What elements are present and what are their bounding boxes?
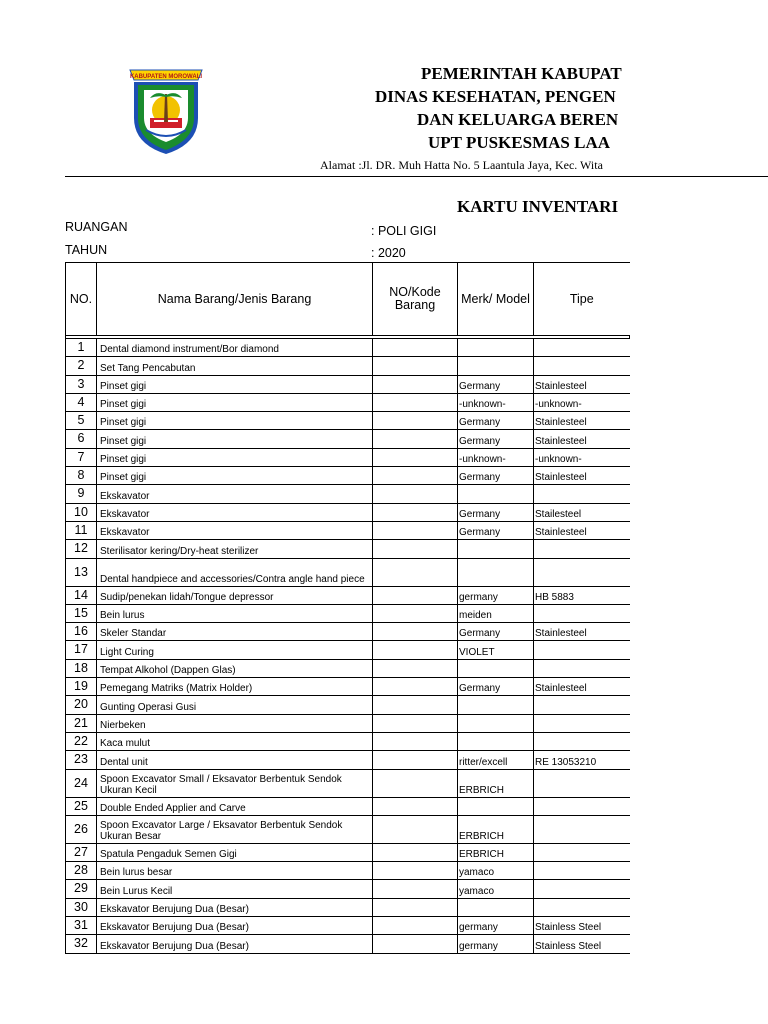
row-type	[534, 769, 630, 797]
table-row	[66, 935, 630, 953]
row-item-name: Sterilisator kering/Dry-heat sterilizer	[97, 540, 373, 558]
header-code: NO/Kode Barang	[373, 263, 458, 336]
row-number: 4	[66, 393, 97, 411]
row-type: Stainlesteel	[534, 467, 630, 485]
table-row	[66, 448, 630, 466]
row-item-name: Pinset gigi	[97, 430, 373, 448]
header-divider	[65, 176, 768, 177]
row-brand	[458, 797, 534, 815]
table-row	[66, 732, 630, 750]
table-row	[66, 659, 630, 677]
row-brand: Germany	[458, 678, 534, 696]
row-code	[373, 558, 458, 586]
row-number: 5	[66, 412, 97, 430]
row-code	[373, 935, 458, 953]
row-item-name: Pinset gigi	[97, 467, 373, 485]
row-brand: Germany	[458, 503, 534, 521]
row-code	[373, 485, 458, 503]
table-row	[66, 714, 630, 732]
room-value: : POLI GIGI	[371, 224, 437, 238]
row-number: 14	[66, 586, 97, 604]
row-item-name: Ekskavator Berujung Dua (Besar)	[97, 917, 373, 935]
row-brand: Germany	[458, 467, 534, 485]
header-type: Tipe	[534, 263, 630, 336]
row-code	[373, 430, 458, 448]
table-row	[66, 339, 630, 357]
table-row	[66, 357, 630, 375]
row-item-name: Sudip/penekan lidah/Tongue depressor	[97, 586, 373, 604]
row-item-name: Spoon Excavator Small / Eksavator Berbentuk Sendok Ukuran Kecil	[97, 769, 373, 797]
svg-text:KABUPATEN MOROWALI: KABUPATEN MOROWALI	[129, 74, 203, 80]
row-brand: -unknown-	[458, 448, 534, 466]
row-number: 3	[66, 375, 97, 393]
table-row	[66, 412, 630, 430]
row-type	[534, 732, 630, 750]
row-code	[373, 375, 458, 393]
row-type: -unknown-	[534, 448, 630, 466]
row-code	[373, 521, 458, 539]
row-brand	[458, 339, 534, 357]
row-brand: Germany	[458, 521, 534, 539]
table-row	[66, 917, 630, 935]
row-item-name: Light Curing	[97, 641, 373, 659]
row-item-name: Pinset gigi	[97, 393, 373, 411]
row-number: 30	[66, 898, 97, 916]
row-number: 26	[66, 815, 97, 843]
row-brand: ritter/excell	[458, 751, 534, 769]
row-number: 25	[66, 797, 97, 815]
row-type	[534, 880, 630, 898]
row-type	[534, 604, 630, 622]
table-row	[66, 815, 630, 843]
table-row	[66, 862, 630, 880]
row-number: 19	[66, 678, 97, 696]
header-government-line: PEMERINTAH KABUPAT	[421, 64, 622, 83]
row-type: Stainlesteel	[534, 430, 630, 448]
header-no: NO.	[66, 263, 97, 336]
row-number: 13	[66, 558, 97, 586]
row-item-name: Ekskavator Berujung Dua (Besar)	[97, 935, 373, 953]
row-brand: germany	[458, 586, 534, 604]
row-number: 16	[66, 623, 97, 641]
row-brand: ERBRICH	[458, 843, 534, 861]
kabupaten-morowali-logo	[128, 66, 204, 156]
row-code	[373, 797, 458, 815]
row-code	[373, 623, 458, 641]
row-number: 20	[66, 696, 97, 714]
row-item-name: Nierbeken	[97, 714, 373, 732]
row-brand: germany	[458, 935, 534, 953]
inventory-table	[65, 262, 630, 954]
header-item-name: Nama Barang/Jenis Barang	[97, 263, 373, 336]
table-row	[66, 521, 630, 539]
row-brand	[458, 485, 534, 503]
header-address: Alamat :Jl. DR. Muh Hatta No. 5 Laantula Jaya, Kec. Wita	[320, 158, 603, 172]
table-row	[66, 641, 630, 659]
row-brand	[458, 659, 534, 677]
row-number: 2	[66, 357, 97, 375]
row-code	[373, 448, 458, 466]
row-number: 7	[66, 448, 97, 466]
row-code	[373, 917, 458, 935]
row-type	[534, 339, 630, 357]
row-type	[534, 696, 630, 714]
row-type: RE 13053210	[534, 751, 630, 769]
header-brand: Merk/ Model	[458, 263, 534, 336]
row-number: 12	[66, 540, 97, 558]
row-number: 28	[66, 862, 97, 880]
row-item-name: Kaca mulut	[97, 732, 373, 750]
row-brand: Germany	[458, 623, 534, 641]
row-item-name: Ekskavator	[97, 485, 373, 503]
row-number: 31	[66, 917, 97, 935]
row-code	[373, 659, 458, 677]
row-code	[373, 339, 458, 357]
row-type	[534, 558, 630, 586]
table-header-row	[66, 263, 630, 336]
row-code	[373, 862, 458, 880]
row-type	[534, 843, 630, 861]
table-row	[66, 467, 630, 485]
table-row	[66, 696, 630, 714]
inventory-table-container	[65, 262, 629, 954]
row-type: Stailesteel	[534, 503, 630, 521]
row-type	[534, 540, 630, 558]
table-row	[66, 678, 630, 696]
row-type: Stainlesteel	[534, 678, 630, 696]
row-type: Stainless Steel	[534, 917, 630, 935]
table-row	[66, 586, 630, 604]
row-brand: yamaco	[458, 880, 534, 898]
row-item-name: Double Ended Applier and Carve	[97, 797, 373, 815]
document-title: KARTU INVENTARI	[457, 197, 619, 216]
row-code	[373, 880, 458, 898]
row-code	[373, 357, 458, 375]
row-item-name: Ekskavator	[97, 521, 373, 539]
row-brand: yamaco	[458, 862, 534, 880]
row-code	[373, 641, 458, 659]
row-code	[373, 467, 458, 485]
row-item-name: Bein lurus besar	[97, 862, 373, 880]
row-type	[534, 898, 630, 916]
row-code	[373, 732, 458, 750]
row-item-name: Pinset gigi	[97, 448, 373, 466]
row-type	[534, 815, 630, 843]
row-type	[534, 357, 630, 375]
row-code	[373, 769, 458, 797]
row-number: 21	[66, 714, 97, 732]
row-brand	[458, 540, 534, 558]
row-type	[534, 862, 630, 880]
year-value: : 2020	[371, 246, 406, 260]
row-brand: Germany	[458, 412, 534, 430]
table-row	[66, 430, 630, 448]
row-item-name: Gunting Operasi Gusi	[97, 696, 373, 714]
row-code	[373, 604, 458, 622]
row-type	[534, 714, 630, 732]
row-item-name: Dental handpiece and accessories/Contra angle hand piece	[97, 558, 373, 586]
table-row	[66, 797, 630, 815]
row-brand: Germany	[458, 430, 534, 448]
table-row	[66, 393, 630, 411]
row-item-name: Bein Lurus Kecil	[97, 880, 373, 898]
table-row	[66, 558, 630, 586]
row-item-name: Tempat Alkohol (Dappen Glas)	[97, 659, 373, 677]
row-item-name: Dental unit	[97, 751, 373, 769]
table-row	[66, 751, 630, 769]
row-number: 24	[66, 769, 97, 797]
year-label: TAHUN	[65, 243, 108, 257]
table-row	[66, 769, 630, 797]
row-brand	[458, 357, 534, 375]
row-item-name: Dental diamond instrument/Bor diamond	[97, 339, 373, 357]
row-number: 29	[66, 880, 97, 898]
row-number: 22	[66, 732, 97, 750]
row-type: Stainlesteel	[534, 375, 630, 393]
row-type: Stainlesteel	[534, 412, 630, 430]
row-number: 1	[66, 339, 97, 357]
row-item-name: Spatula Pengaduk Semen Gigi	[97, 843, 373, 861]
row-type	[534, 659, 630, 677]
row-brand: -unknown-	[458, 393, 534, 411]
row-code	[373, 843, 458, 861]
row-brand: meiden	[458, 604, 534, 622]
table-row	[66, 485, 630, 503]
row-brand: ERBRICH	[458, 769, 534, 797]
row-number: 15	[66, 604, 97, 622]
header-family-line: DAN KELUARGA BEREN	[417, 110, 619, 129]
table-row	[66, 623, 630, 641]
table-row	[66, 604, 630, 622]
row-number: 32	[66, 935, 97, 953]
row-code	[373, 540, 458, 558]
row-brand: Germany	[458, 375, 534, 393]
row-type: Stainlesteel	[534, 521, 630, 539]
row-code	[373, 678, 458, 696]
row-number: 17	[66, 641, 97, 659]
row-number: 10	[66, 503, 97, 521]
row-type	[534, 641, 630, 659]
header-department-line: DINAS KESEHATAN, PENGEN	[375, 87, 616, 106]
row-code	[373, 412, 458, 430]
row-brand: germany	[458, 917, 534, 935]
row-brand	[458, 732, 534, 750]
row-number: 27	[66, 843, 97, 861]
row-code	[373, 898, 458, 916]
row-type	[534, 485, 630, 503]
row-brand	[458, 714, 534, 732]
row-type: -unknown-	[534, 393, 630, 411]
table-row	[66, 375, 630, 393]
row-code	[373, 393, 458, 411]
row-brand: VIOLET	[458, 641, 534, 659]
row-item-name: Pemegang Matriks (Matrix Holder)	[97, 678, 373, 696]
room-label: RUANGAN	[65, 220, 128, 234]
row-code	[373, 696, 458, 714]
row-type: Stainlesteel	[534, 623, 630, 641]
row-item-name: Ekskavator	[97, 503, 373, 521]
row-item-name: Skeler Standar	[97, 623, 373, 641]
row-number: 8	[66, 467, 97, 485]
header-puskesmas-line: UPT PUSKESMAS LAA	[428, 133, 610, 152]
row-type: Stainless Steel	[534, 935, 630, 953]
row-brand	[458, 696, 534, 714]
row-item-name: Pinset gigi	[97, 375, 373, 393]
table-row	[66, 503, 630, 521]
row-item-name: Pinset gigi	[97, 412, 373, 430]
row-type	[534, 797, 630, 815]
row-number: 11	[66, 521, 97, 539]
row-code	[373, 714, 458, 732]
table-row	[66, 898, 630, 916]
row-item-name: Set Tang Pencabutan	[97, 357, 373, 375]
row-number: 9	[66, 485, 97, 503]
table-row	[66, 540, 630, 558]
row-number: 23	[66, 751, 97, 769]
row-code	[373, 586, 458, 604]
row-type: HB 5883	[534, 586, 630, 604]
row-number: 18	[66, 659, 97, 677]
row-brand: ERBRICH	[458, 815, 534, 843]
row-item-name: Bein lurus	[97, 604, 373, 622]
row-brand	[458, 898, 534, 916]
row-code	[373, 751, 458, 769]
row-code	[373, 503, 458, 521]
table-row	[66, 880, 630, 898]
inventory-table-body	[66, 339, 630, 954]
row-brand	[458, 558, 534, 586]
row-item-name: Spoon Excavator Large / Eksavator Berbentuk Sendok Ukuran Besar	[97, 815, 373, 843]
row-number: 6	[66, 430, 97, 448]
row-item-name: Ekskavator Berujung Dua (Besar)	[97, 898, 373, 916]
row-code	[373, 815, 458, 843]
table-row	[66, 843, 630, 861]
